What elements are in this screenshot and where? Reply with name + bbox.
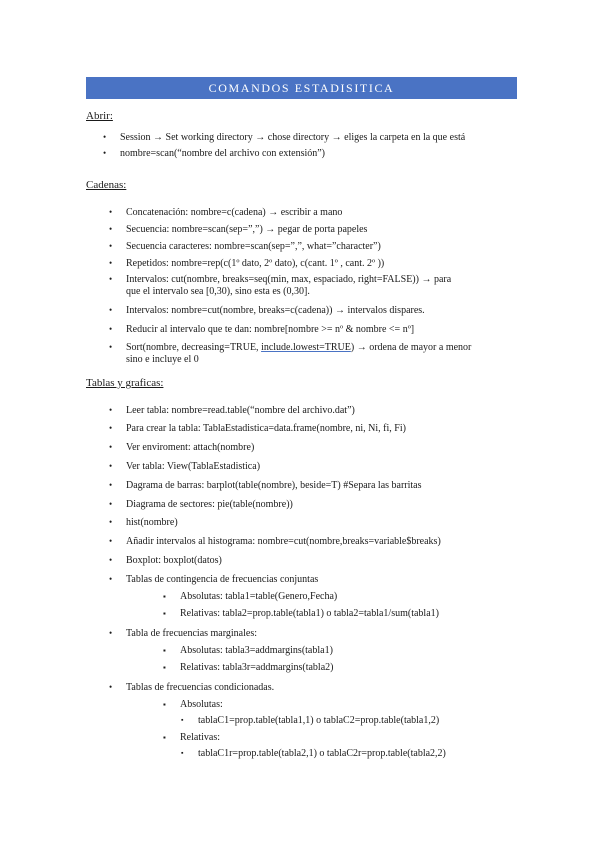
list-item: • Secuencia: nombre=scan(sep=”,”) → pegar de porta papeles xyxy=(109,224,368,235)
page-title: COMANDOS ESTADISITICA xyxy=(86,77,517,99)
small-square-bullet-icon: ▪ xyxy=(181,716,184,724)
list-item: • Intervalos: nombre=cut(nombre, breaks=c(cadena)) → intervalos dispares. xyxy=(109,305,425,316)
list-item: • Tablas de contingencia de frecuencias conjuntas xyxy=(109,574,319,585)
bullet-icon: • xyxy=(109,405,113,415)
sub-list-item: ▪ Relativas: tabla3r=addmargins(tabla2) xyxy=(163,662,334,673)
square-bullet-icon: ▪ xyxy=(163,592,166,601)
list-item: • hist(nombre) xyxy=(109,517,178,528)
list-item: • Reducir al intervalo que te dan: nombre[nombre >= nº & nombre <= nº] xyxy=(109,324,415,335)
bullet-icon: • xyxy=(109,442,113,452)
sub-list-item: ▪ Relativas: tabla2=prop.table(tabla1) o tabla2=tabla1/sum(tabla1) xyxy=(163,608,439,619)
bullet-icon: • xyxy=(109,628,113,638)
list-item: • nombre=scan(“nombre del archivo con extensión”) xyxy=(103,148,326,159)
square-bullet-icon: ▪ xyxy=(163,663,166,672)
sub-list-item: ▪ Absolutas: tabla1=table(Genero,Fecha) xyxy=(163,591,338,602)
list-item: • Leer tabla: nombre=read.table(“nombre del archivo.dat”) xyxy=(109,405,355,416)
bullet-icon: • xyxy=(109,555,113,565)
bullet-icon: • xyxy=(109,241,113,251)
sub-list-item: ▪ Absolutas: tabla3=addmargins(tabla1) xyxy=(163,645,333,656)
list-item: • Para crear la tabla: TablaEstadistica=data.frame(nombre, ni, Ni, fi, Fi) xyxy=(109,423,406,434)
bullet-icon: • xyxy=(109,499,113,509)
bullet-icon: • xyxy=(103,148,107,158)
list-item: • Ver tabla: View(TablaEstadistica) xyxy=(109,461,261,472)
bullet-icon: • xyxy=(109,324,113,334)
bullet-icon: • xyxy=(109,274,113,284)
bullet-icon: • xyxy=(103,132,107,142)
list-item: • Sort(nombre, decreasing=TRUE, include.lowest=TRUE) → ordena de mayor a menor xyxy=(109,342,472,353)
bullet-icon: • xyxy=(109,461,113,471)
hyperlink-text[interactable]: include.lowest=TRUE xyxy=(261,342,351,353)
square-bullet-icon: ▪ xyxy=(163,609,166,618)
bullet-icon: • xyxy=(109,682,113,692)
list-item: • Intervalos: cut(nombre, breaks=seq(min, max, espaciado, right=FALSE)) → para xyxy=(109,274,452,285)
bullet-icon: • xyxy=(109,207,113,217)
list-item: • Tabla de frecuencias marginales: xyxy=(109,628,257,639)
list-item: • Tablas de frecuencias condicionadas. xyxy=(109,682,275,693)
list-item: • Añadir intervalos al histograma: nombre=cut(nombre,breaks=variable$breaks) xyxy=(109,536,441,547)
sub-list-item: ▪ Absolutas: xyxy=(163,699,223,710)
bullet-icon: • xyxy=(109,224,113,234)
bullet-icon: • xyxy=(109,258,113,268)
list-item: • Secuencia caracteres: nombre=scan(sep=”,”, what=”character”) xyxy=(109,241,381,252)
section-heading-cadenas: Cadenas: xyxy=(86,179,127,191)
bullet-icon: • xyxy=(109,423,113,433)
small-square-bullet-icon: ▪ xyxy=(181,749,184,757)
list-item: • Concatenación: nombre=c(cadena) → escribir a mano xyxy=(109,207,343,218)
square-bullet-icon: ▪ xyxy=(163,733,166,742)
bullet-icon: • xyxy=(109,305,113,315)
list-item-continuation: sino e incluye el 0 xyxy=(126,354,199,365)
list-item-continuation: que el intervalo sea [0,30), sino esta es (0,30]. xyxy=(126,286,310,297)
bullet-icon: • xyxy=(109,517,113,527)
list-item: • Diagrama de sectores: pie(table(nombre)) xyxy=(109,499,293,510)
sub-sub-list-item: ▪ tablaC1r=prop.table(tabla2,1) o tablaC2r=prop.table(tabla2,2) xyxy=(181,748,446,759)
sub-list-item: ▪ Relativas: xyxy=(163,732,220,743)
section-heading-tablas: Tablas y graficas: xyxy=(86,377,164,389)
bullet-icon: • xyxy=(109,536,113,546)
list-item: • Repetidos: nombre=rep(c(1º dato, 2º dato), c(cant. 1º , cant. 2º )) xyxy=(109,258,385,269)
list-item: • Boxplot: boxplot(datos) xyxy=(109,555,222,566)
square-bullet-icon: ▪ xyxy=(163,700,166,709)
bullet-icon: • xyxy=(109,342,113,352)
sub-sub-list-item: ▪ tablaC1=prop.table(tabla1,1) o tablaC2=prop.table(tabla1,2) xyxy=(181,715,440,726)
list-item: • Dagrama de barras: barplot(table(nombre), beside=T) #Separa las barritas xyxy=(109,480,422,491)
bullet-icon: • xyxy=(109,574,113,584)
list-item: • Ver enviroment: attach(nombre) xyxy=(109,442,255,453)
list-item: • Session → Set working directory → chose directory → eliges la carpeta en la que está xyxy=(103,132,466,143)
square-bullet-icon: ▪ xyxy=(163,646,166,655)
section-heading-abrir: Abrir: xyxy=(86,110,113,122)
bullet-icon: • xyxy=(109,480,113,490)
